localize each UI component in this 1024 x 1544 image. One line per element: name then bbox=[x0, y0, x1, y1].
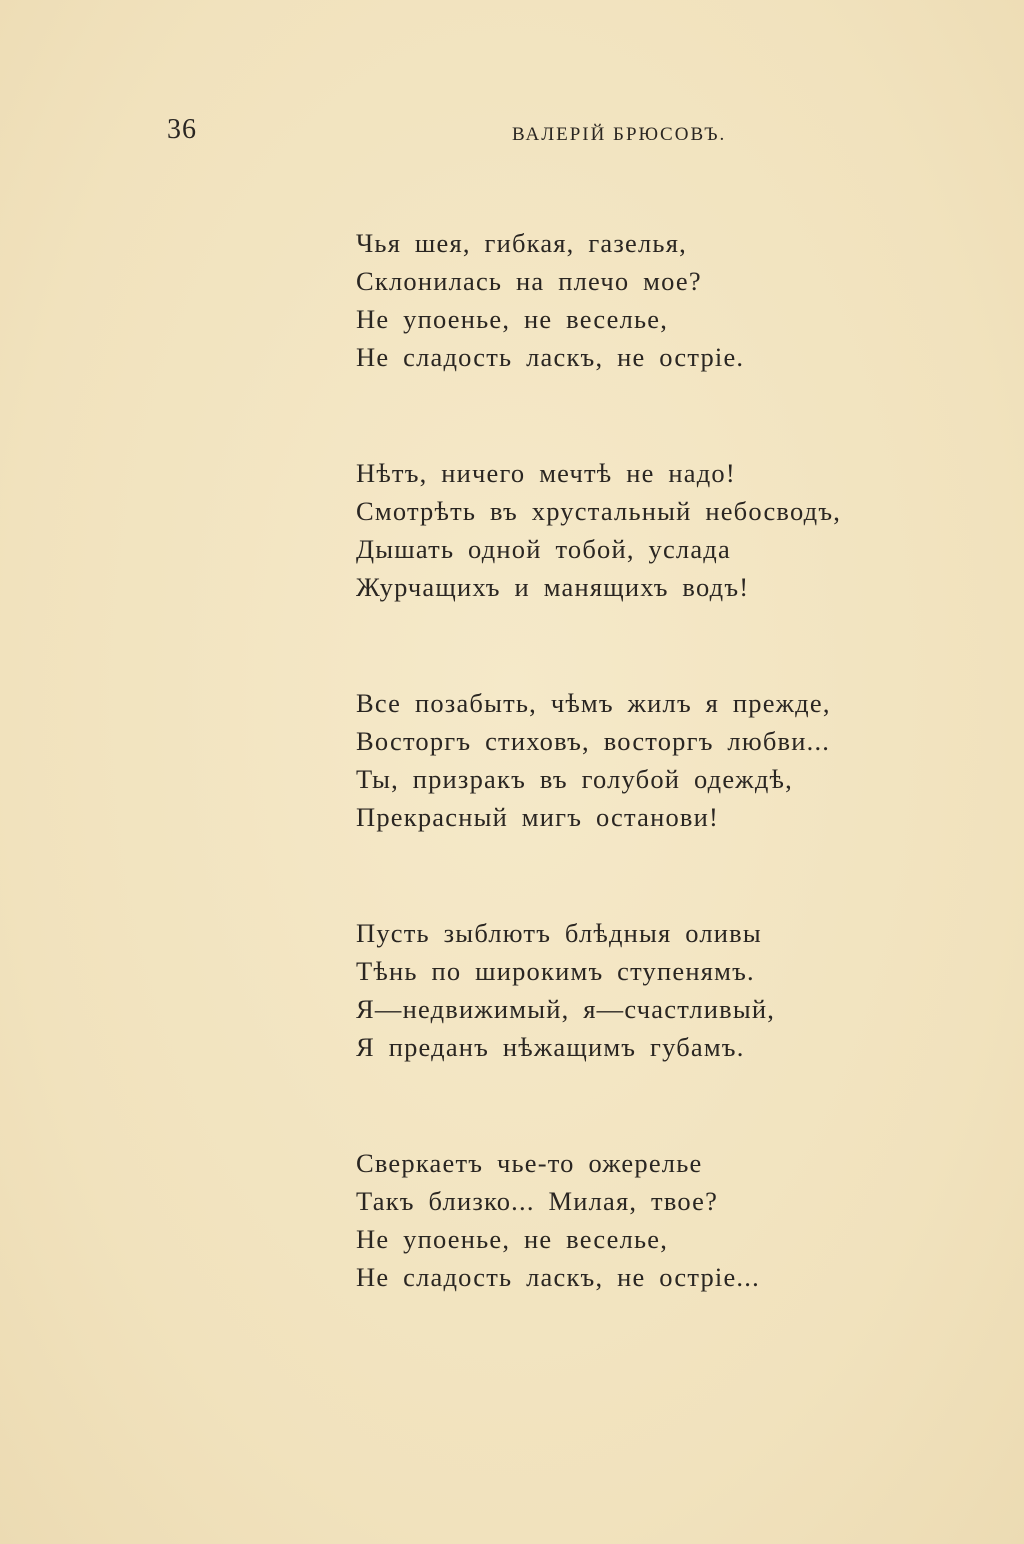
page-number: 36 bbox=[167, 114, 197, 145]
poem-line: Не сладость ласкъ, не остріе. bbox=[356, 342, 745, 372]
poem-line: Я преданъ нѣжащимъ губамъ. bbox=[356, 1032, 745, 1062]
poem-line: Я—недвижимый, я—счастливый, bbox=[356, 994, 776, 1024]
poem-line: Дышать одной тобой, услада bbox=[356, 534, 731, 564]
stanza-1 bbox=[356, 224, 916, 376]
poem-line: Чья шея, гибкая, газелья, bbox=[356, 228, 687, 258]
poem-line: Не упоенье, не веселье, bbox=[356, 1224, 669, 1254]
poem-line: Восторгъ стиховъ, восторгъ любви... bbox=[356, 726, 831, 756]
poem-line: Не упоенье, не веселье, bbox=[356, 304, 669, 334]
stanza-3 bbox=[356, 684, 916, 836]
poem-line: Такъ близко... Милая, твое? bbox=[356, 1186, 719, 1216]
poem-line: Прекрасный мигъ останови! bbox=[356, 802, 720, 832]
poem-line: Тѣнь по широкимъ ступенямъ. bbox=[356, 956, 755, 986]
running-head: ВАЛЕРІЙ БРЮСОВЪ. bbox=[512, 124, 727, 145]
poem-line: Пусть зыблютъ блѣдныя оливы bbox=[356, 918, 762, 948]
poem-line: Журчащихъ и манящихъ водъ! bbox=[356, 572, 750, 602]
poem-line: Смотрѣть въ хрустальный небосводъ, bbox=[356, 496, 842, 526]
poem-line: Нѣтъ, ничего мечтѣ не надо! bbox=[356, 458, 736, 488]
stanza-4 bbox=[356, 914, 916, 1066]
poem-line: Ты, призракъ въ голубой одеждѣ, bbox=[356, 764, 793, 794]
poem bbox=[356, 224, 916, 1296]
poem-line: Не сладость ласкъ, не остріе... bbox=[356, 1262, 760, 1292]
poem-line: Все позабыть, чѣмъ жилъ я прежде, bbox=[356, 688, 831, 718]
stanza-2 bbox=[356, 454, 916, 606]
stanza-5 bbox=[356, 1144, 916, 1296]
poem-line: Склонилась на плечо мое? bbox=[356, 266, 702, 296]
poem-line: Сверкаетъ чье-то ожерелье bbox=[356, 1148, 703, 1178]
